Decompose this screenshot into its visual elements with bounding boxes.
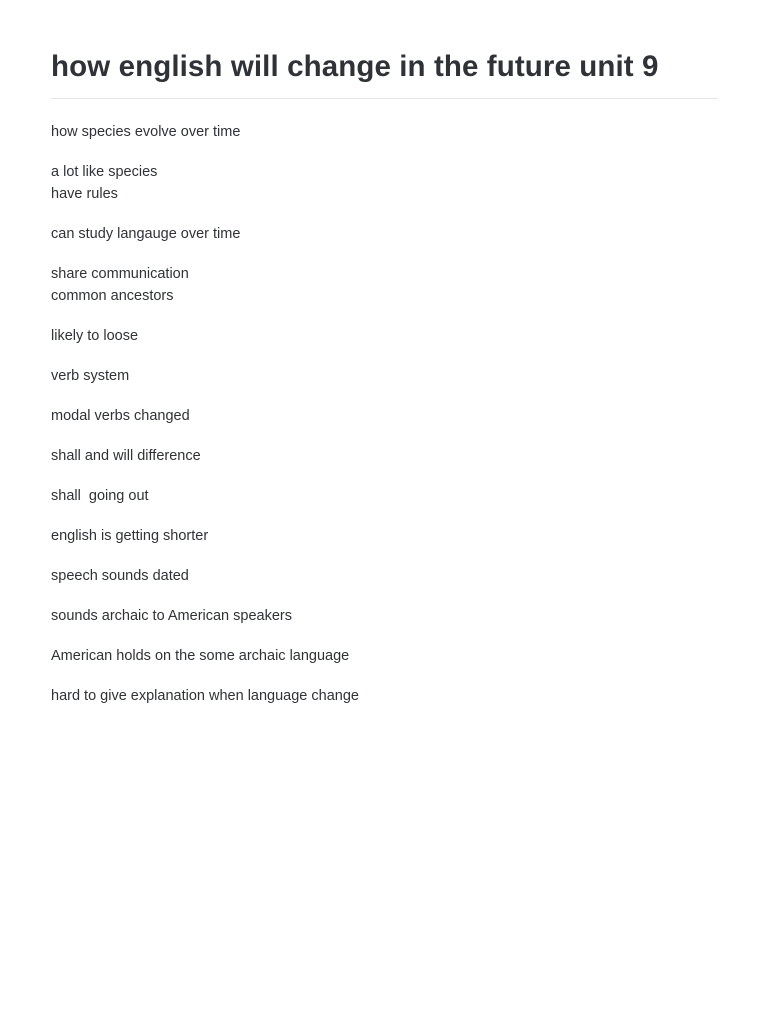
- note-item: [51, 405, 718, 427]
- note-item: [51, 325, 718, 347]
- note-line: hard to give explanation when language change: [51, 688, 359, 704]
- note-line: American holds on the some archaic language: [51, 648, 350, 664]
- note-item: [51, 685, 718, 707]
- note-line: likely to loose: [51, 328, 139, 344]
- page-title: how english will change in the future unit 9: [51, 50, 659, 83]
- note-line: shall and will difference: [51, 448, 201, 464]
- note-line: share communication: [51, 266, 189, 282]
- note-line: how species evolve over time: [51, 124, 241, 140]
- note-item: [51, 121, 718, 143]
- note-item: [51, 645, 718, 667]
- note-line: sounds archaic to American speakers: [51, 608, 292, 624]
- note-item: [51, 565, 718, 587]
- note-item: [51, 605, 718, 627]
- notes-list: [51, 121, 718, 707]
- note-line: speech sounds dated: [51, 568, 189, 584]
- note-line: shall going out: [51, 488, 149, 504]
- note-line: a lot like species: [51, 164, 158, 180]
- note-item: [51, 525, 718, 547]
- note-item: [51, 161, 718, 205]
- note-item: [51, 485, 718, 507]
- note-item: [51, 365, 718, 387]
- note-line: english is getting shorter: [51, 528, 209, 544]
- note-line: common ancestors: [51, 288, 174, 304]
- note-item: [51, 445, 718, 467]
- note-line: modal verbs changed: [51, 408, 190, 424]
- note-line: can study langauge over time: [51, 226, 241, 242]
- note-item: [51, 263, 718, 307]
- note-line: verb system: [51, 368, 130, 384]
- title-divider: [51, 98, 718, 99]
- note-line: have rules: [51, 186, 118, 202]
- note-item: [51, 223, 718, 245]
